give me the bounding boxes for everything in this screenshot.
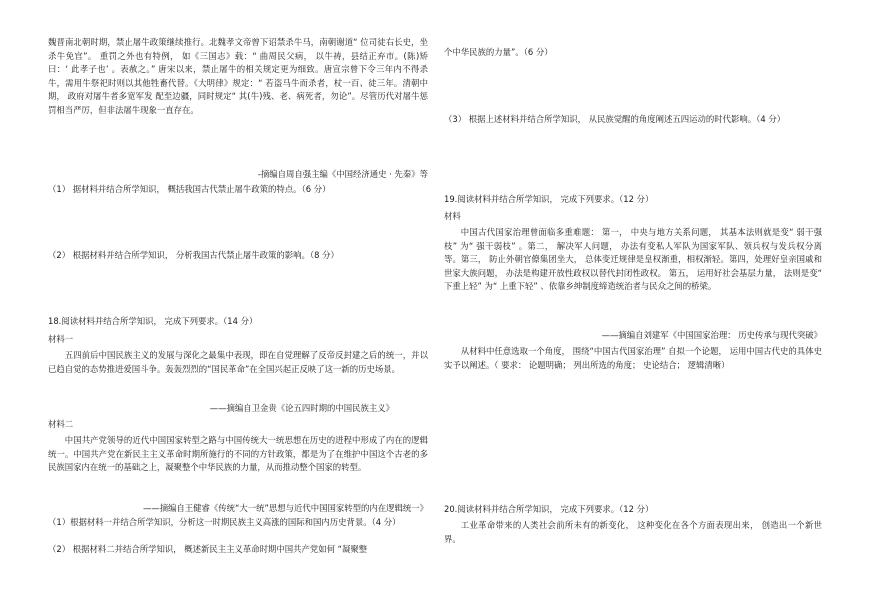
q19-title: 19.阅读材料并结合所学知识， 完成下列要求。（12 分） (444, 194, 654, 204)
q19-source: ——摘编自刘建军《中国国家治理： 历史传承与现代突破》 (601, 330, 822, 340)
q18-material1-label: 材料一 (48, 334, 74, 344)
q17-part2: （2） 根据材料并结合所学知识， 分析我国古代禁止屠牛政策的影响。（8 分） (48, 250, 339, 260)
q19-material-text: 中国古代国家治理曾面临多重难题： 第一， 中央与地方关系问题， 其基本法则就是变“ 弱干强枝” 为“ 强干弱枝” 。第二， 解决军人问题， 办法有变私人军队为国家军队、领兵权与发兵权分离等。第三， 防止外朝官僚集团坐大， 总体变迁规律是皇权渐重，相权渐轻。第四，处理好皇亲国戚和世家大族问题， 办法是构建开放性政权以替代封闭性政权。 第五， 运用好社会基层力量， 法则是变“ 下重上轻” 为“ 上重下轻” 、依靠乡绅制度缔造统治者与民众之间的桥梁。 (444, 227, 822, 292)
q18-part2: （2） 根据材料二并结合所学知识， 概述新民主主义革命时期中国共产党如何 “凝聚整 (48, 544, 368, 554)
q17-source: -摘编自周自强主编《中国经济通史 · 先秦》等 (257, 169, 428, 179)
q19-task: 从材料中任意选取一个角度， 围绕“中国古代国家治理” 自拟一个论题， 运用中国古代史的具体史实予以阐述。（ 要求： 论题明确； 列出所选的角度； 史论结合； 逻辑清晰） (444, 346, 822, 370)
q20-title: 20.阅读材料并结合所学知识， 完成下列要求。（12 分） (444, 504, 654, 514)
q18-material2-text: 中国共产党领导的近代中国国家转型之路与中国传统大一统思想在历史的进程中形成了内在的逻辑统一。中国共产党在新民主主义革命时期所施行的不同的方针政策，都是为了在维护中国这个古老的多民族国家内在统一的基础之上，凝聚整个中华民族的力量，从而推动整个国家的转型。 (48, 435, 428, 473)
q18-material1-source: ——摘编自卫金贵《论五四时期的中国民族主义》 (209, 403, 394, 413)
q18-part2-continued: 个中华民族的力量”。（6 分） (444, 47, 553, 57)
q20-material-text: 工业革命带来的人类社会前所未有的新变化， 这种变化在各个方面表现出来， 创造出一个新世界。 (444, 520, 822, 544)
q17-material-text: 魏晋南北朝时期，禁止屠牛政策继续推行。北魏孝文帝曾下诏禁杀牛马，南朝谢道“ 位司徒右长史，坐杀牛免官”。 重罚之外也有特例， 如《三国志》载：“ 曲周民父病， 以牛祷，县结正弃市。(陈)矫曰：‘ 此孝子也’ 。表赦之。” 唐宋以来，禁止屠牛的相关规定更为细致。唐宣宗曾下令三年内不得杀牛，需用牛祭祀时则以其他牲畜代替。《大明律》规定：“ 若盗马牛而杀者，杖一百、徒三年。清朝中期， 政府对屠牛者多宽军发 配至边疆，同时规定“ 其(牛)残、老、病死者，勿论”。尽管历代对屠牛惩罚相当严厉，但非法屠牛现象一直存在。 (48, 37, 428, 116)
q18-material2-source: ——摘编自王健睿《传统“大一统”思想与近代中国国家转型的内在逻辑统一》 (142, 503, 428, 513)
q18-title: 18.阅读材料并结合所学知识， 完成下列要求。（14 分） (48, 316, 258, 326)
q17-part1: （1） 据材料并结合所学知识， 概括我国古代禁止屠牛政策的特点。（6 分） (48, 184, 331, 194)
q19-material-label: 材料 (444, 211, 461, 221)
q18-part1: （1）根据材料一并结合所学知识，分析这一时期民族主义高涨的国际和国内历史背景。（4 分） (48, 517, 401, 527)
q18-material2-label: 材料二 (48, 419, 74, 429)
q18-material1-text: 五四前后中国民族主义的发展与深化之最集中表现，即在自觉理解了反帝反封建之后的统一，并以已趋自觉的态势推进爱国斗争。轰轰烈烈的“国民革命”在全国兴起正反映了这一新的历史场景。 (48, 350, 428, 374)
q18-part3: （3） 根据上述材料并结合所学知识， 从民族觉醒的角度阐述五四运动的时代影响。（4 分） (444, 114, 786, 124)
